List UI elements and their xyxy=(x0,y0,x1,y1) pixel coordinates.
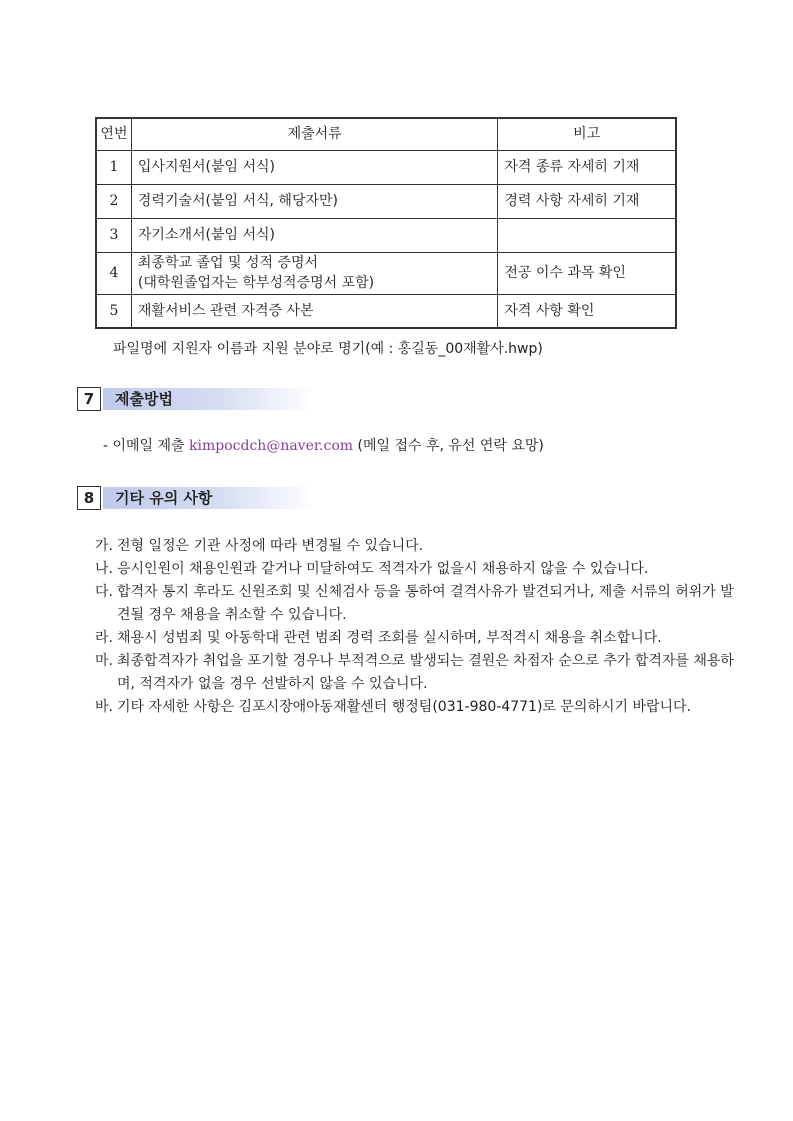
list-item xyxy=(95,650,745,696)
list-item xyxy=(95,581,745,627)
table-row xyxy=(96,150,676,184)
row-document xyxy=(131,252,497,294)
row-no: 5 xyxy=(96,294,131,328)
list-item xyxy=(95,696,745,719)
table-row xyxy=(96,218,676,252)
note-text: 기타 자세한 사항은 김포시장애아동재활센터 행정팀(031-980-4771)로 문의하시기 바랍니다. xyxy=(117,699,692,715)
row-note: 전공 이수 과목 확인 xyxy=(498,252,676,294)
list-item xyxy=(95,558,745,581)
submission-suffix: (메일 접수 후, 유선 연락 요망) xyxy=(357,438,544,454)
email-link[interactable]: kimpocdch@naver.com xyxy=(189,438,354,454)
row-note: 경력 사항 자세히 기재 xyxy=(498,184,676,218)
note-text: 합격자 통지 후라도 신원조회 및 신체검사 등을 통하여 결격사유가 발견되거나, 제출 서류의 허위가 발견될 경우 채용을 취소할 수 있습니다. xyxy=(117,584,734,623)
note-label: 바. xyxy=(95,699,113,715)
note-label: 라. xyxy=(95,630,113,646)
row-document: 경력기술서(붙임 서식, 해당자만) xyxy=(131,184,497,218)
row-no: 1 xyxy=(96,150,131,184)
table-row xyxy=(96,252,676,294)
row-document: 재활서비스 관련 자격증 사본 xyxy=(131,294,497,328)
header-note: 비고 xyxy=(498,118,676,150)
list-item xyxy=(95,627,745,650)
file-name-note: 파일명에 지원자 이름과 지원 분야로 명기(예 : 홍길동_00재활사.hwp) xyxy=(113,341,543,357)
section-8-number: 8 xyxy=(77,486,101,510)
table-row xyxy=(96,184,676,218)
submission-line xyxy=(103,435,544,455)
row-no: 4 xyxy=(96,252,131,294)
section-7-number: 7 xyxy=(77,387,101,411)
row-no: 3 xyxy=(96,218,131,252)
note-label: 가. xyxy=(95,538,113,554)
row-note: 자격 사항 확인 xyxy=(498,294,676,328)
documents-table xyxy=(95,117,677,329)
note-label: 마. xyxy=(95,653,113,669)
row-note: 자격 종류 자세히 기재 xyxy=(498,150,676,184)
table-header-row xyxy=(96,118,676,150)
note-text: 최종합격자가 취업을 포기할 경우나 부적격으로 발생되는 결원은 차점자 순으로 추가 합격자를 채용하며, 적격자가 없을 경우 선발하지 않을 수 있습니다. xyxy=(117,653,734,692)
header-no: 연번 xyxy=(96,118,131,150)
row-document-line1: 최종학교 졸업 및 성적 증명서 xyxy=(137,255,318,271)
submission-prefix: - 이메일 제출 xyxy=(103,438,185,454)
section-8-title: 기타 유의 사항 xyxy=(115,489,213,507)
header-document: 제출서류 xyxy=(131,118,497,150)
note-text: 전형 일정은 기관 사정에 따라 변경될 수 있습니다. xyxy=(117,538,424,554)
row-document: 입사지원서(붙임 서식) xyxy=(131,150,497,184)
note-text: 응시인원이 채용인원과 같거나 미달하여도 적격자가 없을시 채용하지 않을 수 있습니다. xyxy=(117,561,649,577)
note-text: 채용시 성범죄 및 아동학대 관련 범죄 경력 조회를 실시하며, 부적격시 채용을 취소합니다. xyxy=(117,630,662,646)
list-item xyxy=(95,535,745,558)
note-label: 나. xyxy=(95,561,113,577)
row-note xyxy=(498,218,676,252)
note-label: 다. xyxy=(95,584,113,600)
notes-list xyxy=(95,535,745,719)
table-row xyxy=(96,294,676,328)
row-document-line2: (대학원졸업자는 학부성적증명서 포함) xyxy=(137,275,375,291)
row-document: 자기소개서(붙임 서식) xyxy=(131,218,497,252)
row-no: 2 xyxy=(96,184,131,218)
section-7-title: 제출방법 xyxy=(115,390,173,408)
